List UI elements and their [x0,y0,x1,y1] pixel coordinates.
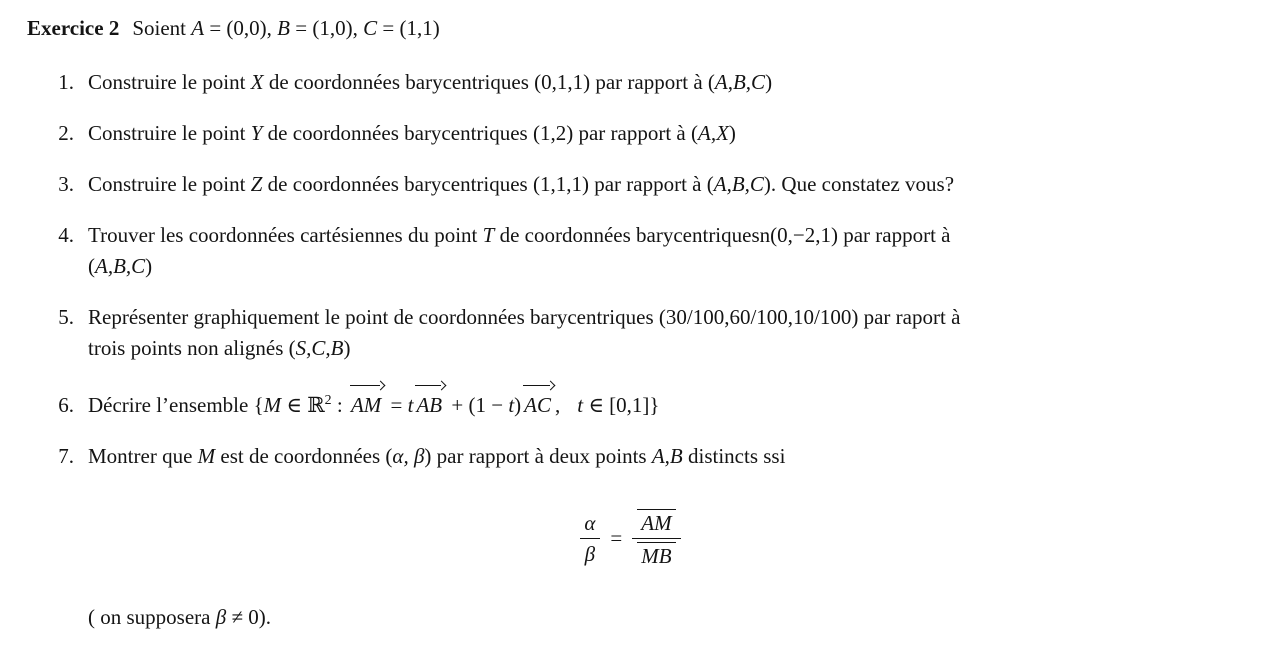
item-number: 1. [58,70,74,94]
exercise-header [27,13,1233,43]
text-run: Décrire l’ensemble { [88,393,264,417]
item-number: 4. [58,223,74,247]
numerator-alpha: α [584,510,596,535]
item-text [88,390,659,421]
text-run: ≠ 0). [226,605,271,629]
equals-sign: = [610,526,623,550]
exercise-list [27,67,1233,472]
denominator-MB [632,538,680,568]
text-run: Soient [132,16,192,40]
var-beta: β [215,605,227,629]
vector-AB: AB [414,390,445,421]
item-text [88,118,736,149]
var-alpha-beta: α, β [392,444,425,468]
var-AB: A,B [651,444,683,468]
text-run: est de coordonnées ( [215,444,393,468]
item-text [88,220,951,282]
displayed-equation [27,502,1233,574]
var-AX: A,X [698,121,729,145]
item-text [88,302,960,364]
text-run: , [555,393,561,417]
text-run: = (0,0), [204,16,278,40]
exercise-item-6 [27,390,1233,421]
text-run: Représenter graphiquement le point de coordonnées barycentriques (30/100,60/100,10/100) par raport à [88,305,961,329]
text-run: ( on supposera [88,605,216,629]
text-run: distincts ssi [682,444,786,468]
exercise-item-1 [27,67,1233,98]
text-run: de coordonnées barycentriques (1,2) par rapport à ( [262,121,698,145]
exercise-item-7 [27,441,1233,472]
var-X: X [250,70,264,94]
overline-MB: MB [637,542,675,568]
text-run: ∈ [281,393,308,417]
text-run: ). Que constatez vous? [763,172,955,196]
item-number: 7. [58,444,74,468]
superscript-2: 2 [324,392,332,407]
vector-AM: AM [349,390,384,421]
text-run: Construire le point [88,121,251,145]
text-run: + (1 − [446,393,509,417]
fraction-AM-MB [632,509,680,568]
text-run: ) [145,254,153,278]
text-run: = (1,1) [377,16,440,40]
text-run: ) [514,393,522,417]
var-ABC: A,B,C [95,254,146,278]
var-SCB: S,C,B [295,336,344,360]
text-run: = (1,0), [290,16,364,40]
var-Y: Y [250,121,263,145]
text-run: Montrer que [88,444,198,468]
var-t: t [508,393,515,417]
denominator-beta: β [580,538,600,566]
text-run: : [331,393,348,417]
text-run: ) [343,336,351,360]
text-run: trois points non alignés ( [88,336,296,360]
text-run: Construire le point [88,70,251,94]
text-run: ) [728,121,736,145]
exercise-item-4 [27,220,1233,282]
var-M: M [263,393,282,417]
text-run: ) par rapport à deux points [424,444,652,468]
var-t: t [407,393,414,417]
overline-AM: AM [637,509,675,535]
item-number: 2. [58,121,74,145]
exercise-item-2 [27,118,1233,149]
item-number: 5. [58,305,74,329]
var-Z: Z [250,172,263,196]
item-text [88,67,772,98]
var-t: t [577,393,584,417]
text-run: de coordonnées barycentriques (0,1,1) par rapport à ( [263,70,715,94]
text-run: Trouver les coordonnées cartésiennes du point [88,223,483,247]
var-C: C [363,16,378,40]
exercise-item-3 [27,169,1233,200]
text-run: ∈ [0,1]} [583,393,660,417]
numerator-AM [632,509,680,538]
footnote [88,602,1233,633]
text-run: de coordonnées barycentriquesn(0,−2,1) par rapport à [494,223,951,247]
var-ABC: A,B,C [714,70,766,94]
var-M: M [197,444,216,468]
var-A: A [191,16,205,40]
text-run: ( [88,254,95,278]
text-run: de coordonnées barycentriques (1,1,1) par rapport à ( [262,172,714,196]
item-text [88,169,954,200]
exercise-label: Exercice 2 [27,16,120,40]
vector-AC: AC [522,390,554,421]
var-ABC: A,B,C [713,172,764,196]
symbol-reals: ℝ [307,393,325,417]
exercise-item-5 [27,302,1233,364]
text-run: = [385,393,408,417]
text-run: ) [765,70,773,94]
var-T: T [482,223,495,247]
fraction-alpha-beta [579,511,600,566]
var-B: B [277,16,290,40]
item-text [88,441,785,472]
text-run: Construire le point [88,172,251,196]
item-number: 3. [58,172,74,196]
item-number: 6. [58,393,74,417]
